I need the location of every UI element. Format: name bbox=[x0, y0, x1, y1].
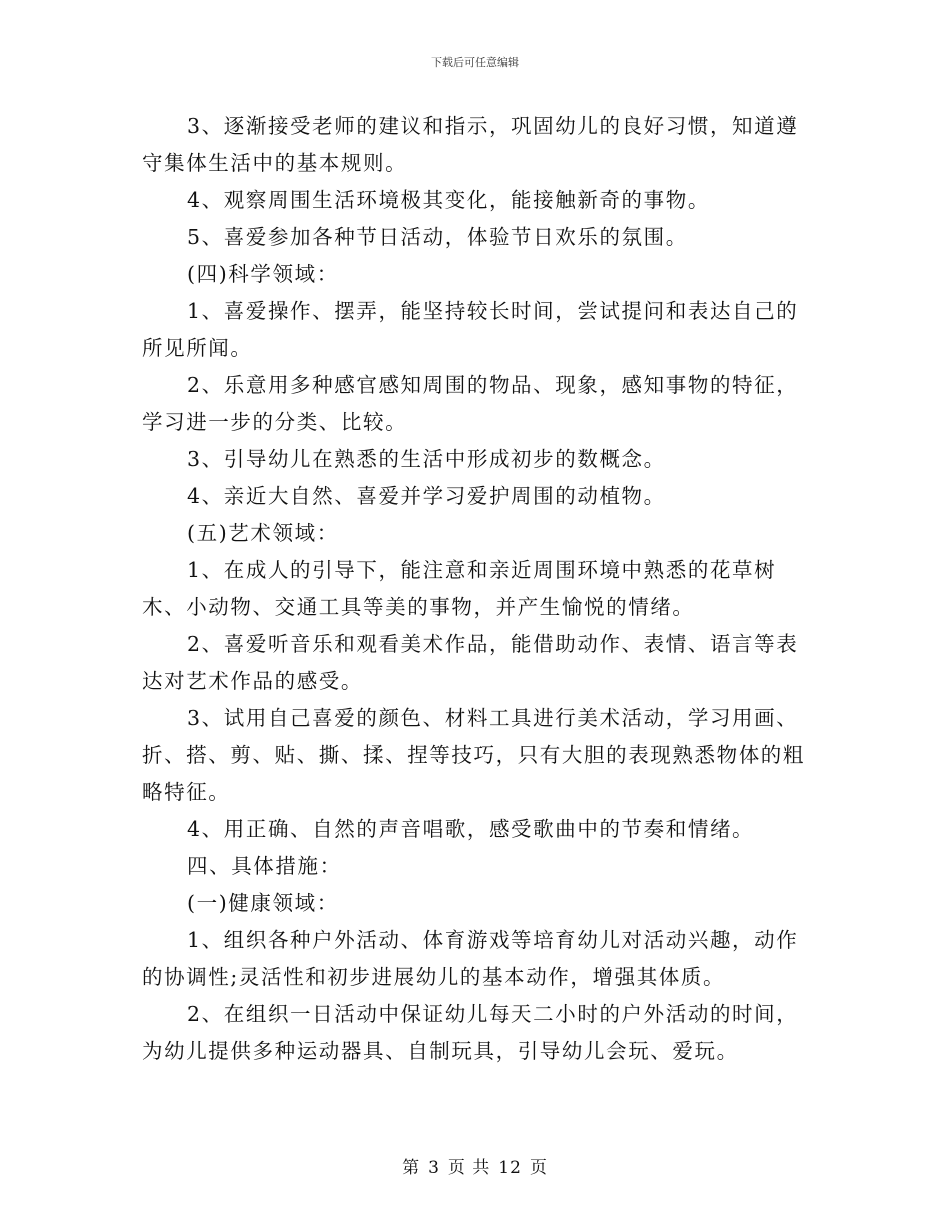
paragraph: 4、观察周围生活环境极其变化，能接触新奇的事物。 bbox=[187, 188, 710, 212]
page-footer bbox=[0, 1153, 950, 1178]
paragraph: 5、喜爱参加各种节日活动，体验节日欢乐的氛围。 bbox=[187, 225, 688, 249]
total-pages: 12 bbox=[498, 1158, 522, 1178]
paragraph: 2、在组织一日活动中保证幼儿每天二小时的户外活动的时间，为幼儿提供多种运动器具、自制玩具，引导幼儿会玩、爱玩。 bbox=[142, 1002, 799, 1063]
page-header: 下载后可任意编辑 bbox=[431, 56, 519, 69]
section-heading: (五)艺术领域： bbox=[187, 521, 339, 545]
paragraph: 3、试用自己喜爱的颜色、材料工具进行美术活动，学习用画、折、搭、剪、贴、撕、揉、捏等技巧，只有大胆的表现熟悉物体的粗略特征。 bbox=[142, 706, 805, 804]
paragraph: 2、喜爱听音乐和观看美术作品，能借助动作、表情、语言等表达对艺术作品的感受。 bbox=[142, 632, 799, 693]
page-number: 3 bbox=[428, 1158, 440, 1178]
paragraph: 3、引导幼儿在熟悉的生活中形成初步的数概念。 bbox=[187, 447, 666, 471]
section-heading: (一)健康领域： bbox=[187, 891, 339, 915]
paragraph: 1、组织各种户外活动、体育游戏等培育幼儿对活动兴趣，动作的协调性;灵活性和初步进展幼儿的基本动作，增强其体质。 bbox=[142, 928, 799, 989]
paragraph: 4、亲近大自然、喜爱并学习爱护周围的动植物。 bbox=[187, 484, 666, 508]
paragraph: 3、逐渐接受老师的建议和指示，巩固幼儿的良好习惯，知道遵守集体生活中的基本规则。 bbox=[142, 114, 799, 175]
footer-middle: 页 共 bbox=[447, 1158, 491, 1178]
paragraph: 4、用正确、自然的声音唱歌，感受歌曲中的节奏和情绪。 bbox=[187, 817, 755, 841]
paragraph: 2、乐意用多种感官感知周围的物品、现象，感知事物的特征，学习进一步的分类、比较。 bbox=[142, 373, 799, 434]
footer-suffix: 页 bbox=[529, 1158, 548, 1178]
document-body bbox=[142, 108, 812, 1070]
section-heading: (四)科学领域： bbox=[187, 262, 339, 286]
section-heading: 四、具体措施： bbox=[187, 854, 342, 878]
paragraph: 1、喜爱操作、摆弄，能坚持较长时间，尝试提问和表达自己的所见所闻。 bbox=[142, 299, 799, 360]
paragraph: 1、在成人的引导下，能注意和亲近周围环境中熟悉的花草树木、小动物、交通工具等美的事物，并产生愉悦的情绪。 bbox=[142, 558, 777, 619]
footer-prefix: 第 bbox=[402, 1158, 421, 1178]
